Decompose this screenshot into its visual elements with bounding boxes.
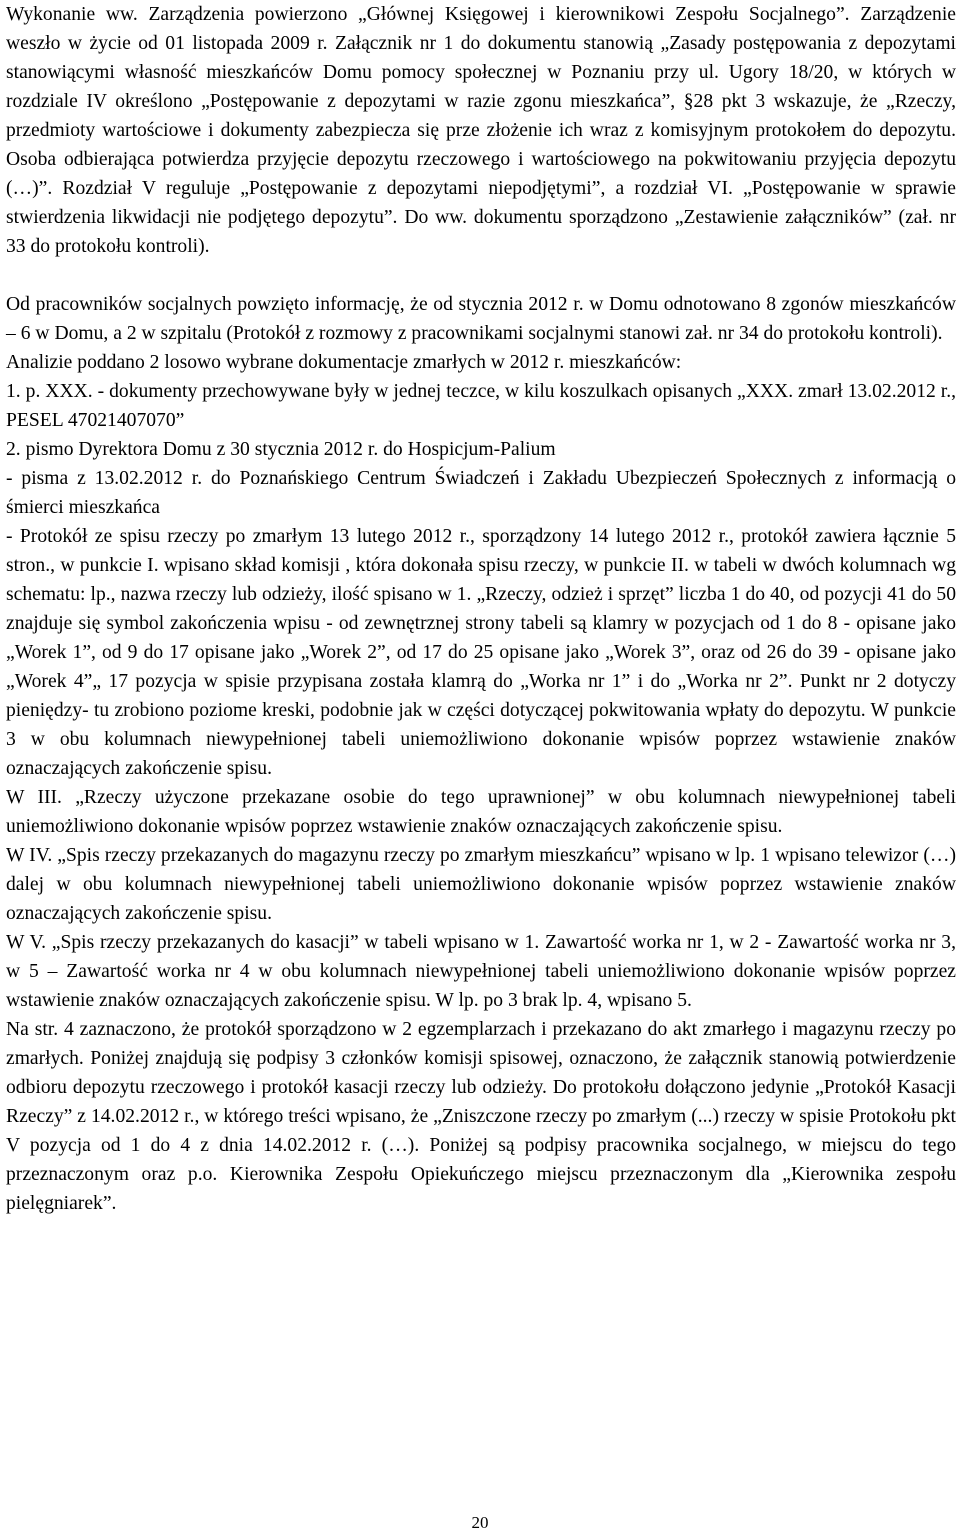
paragraph-social-workers-info: Od pracowników socjalnych powzięto informację, że od stycznia 2012 r. w Domu odnotowano 8 zgonów mieszkańców – 6 w Domu, a 2 w szpitalu (Protokół z rozmowy z pracownikami socjalnymi stanowi zał. nr 34 do protokołu kontroli). xyxy=(6,294,956,344)
paragraph-ordinance-execution: Wykonanie ww. Zarządzenia powierzono „Głównej Księgowej i kierownikowi Zespołu Socjalnego”. Zarządzenie weszło w życie od 01 listopada 2009 r. Załącznik nr 1 do dokumentu stanowią „Zasady postępowania z depozytami stanowiącymi własność mieszkańców Domu pomocy społecznej w Poznaniu przy ul. Ugory 18/20, w których w rozdziale IV określono „Postępowanie z depozytami w razie zgonu mieszkańca”, §28 pkt 3 wskazuje, że „Rzeczy, przedmioty wartościowe i dokumenty zabezpiecza się prze złożenie ich wraz z komisyjnym protokołem do depozytu. Osoba odbierająca potwierdza przyjęcie depozytu rzeczowego i wartościowego na pokwitowaniu przyjęcia depozytu (…)”. Rozdział V reguluje „Postępowanie z depozytami niepodjętymi”, a rozdział VI. „Postępowanie w sprawie stwierdzenia likwidacji nie podjętego depozytu”. Do ww. dokumentu sporządzono „Zestawienie załączników” (zał. nr 33 do protokołu kontroli). xyxy=(6,4,956,257)
page-number: 20 xyxy=(471,1513,489,1532)
paragraph-section-v: W V. „Spis rzeczy przekazanych do kasacji” w tabeli wpisano w 1. Zawartość worka nr 1, w 2 - Zawartość worka nr 3, w 5 – Zawartość worka nr 4 w obu kolumnach niewypełnionej tabeli uniemożliwiono dokonanie wpisów poprzez wstawienie znaków oznaczających zakończenie spisu. W lp. po 3 brak lp. 4, wpisano 5. xyxy=(6,932,956,1011)
list-item-2: 2. pismo Dyrektora Domu z 30 stycznia 2012 r. do Hospicjum-Palium xyxy=(6,439,556,460)
paragraph-letters: - pisma z 13.02.2012 r. do Poznańskiego Centrum Świadczeń i Zakładu Ubezpieczeń Społecznych z informacją o śmierci mieszkańca xyxy=(6,468,956,518)
document-page xyxy=(6,0,956,1218)
paragraph-gap xyxy=(6,261,956,290)
list-item-1: 1. p. XXX. - dokumenty przechowywane były w jednej teczce, w kilu koszulkach opisanych „XXX. zmarł 13.02.2012 r., PESEL 47021407070” xyxy=(6,381,956,431)
paragraph-section-iv: W IV. „Spis rzeczy przekazanych do magazynu rzeczy po zmarłym mieszkańcu” wpisano w lp. 1 wpisano telewizor (…) dalej w obu kolumnach niewypełnionej tabeli uniemożliwiono dokonanie wpisów poprzez wstawienie znaków oznaczających zakończenie spisu. xyxy=(6,845,956,924)
paragraph-section-iii: W III. „Rzeczy użyczone przekazane osobie do tego uprawnionej” w obu kolumnach niewypełnionej tabeli uniemożliwiono dokonanie wpisów poprzez wstawienie znaków oznaczających zakończenie spisu. xyxy=(6,787,956,837)
paragraph-page-4-notes: Na str. 4 zaznaczono, że protokół sporządzono w 2 egzemplarzach i przekazano do akt zmarłego i magazynu rzeczy po zmarłych. Poniżej znajdują się podpisy 3 członków komisji spisowej, oznaczono, że załącznik stanowią potwierdzenie odbioru depozytu rzeczowego i protokół kasacji rzeczy lub odzieży. Do protokołu dołączono jedynie „Protokół Kasacji Rzeczy” z 14.02.2012 r., w którego treści wpisano, że „Zniszczone rzeczy po zmarłym (...) rzeczy w spisie Protokołu pkt V pozycja od 1 do 4 z dnia 14.02.2012 r. (…). Poniżej są podpisy pracownika socjalnego, w miejscu do tego przeznaczonym oraz p.o. Kierownika Zespołu Opiekuńczego miejscu przeznaczonym dla „Kierownika zespołu pielęgniarek”. xyxy=(6,1019,956,1214)
paragraph-analysis-intro: Analizie poddano 2 losowo wybrane dokumentacje zmarłych w 2012 r. mieszkańców: xyxy=(6,352,682,373)
paragraph-inventory-protocol: - Protokół ze spisu rzeczy po zmarłym 13 lutego 2012 r., sporządzony 14 lutego 2012 r., protokół zawiera łącznie 5 stron., w punkcie I. wpisano skład komisji , która dokonała spisu rzeczy, w punkcie II. w tabeli w dwóch kolumnach wg schematu: lp., nazwa rzeczy lub odzieży, ilość spisano w 1. „Rzeczy, odzież i sprzęt” liczba 1 do 40, od pozycji 41 do 50 znajduje się symbol zakończenia wpisu - od zewnętrznej strony tabeli są klamry w pozycjach od 1 do 8 - opisane jako „Worek 1”, od 9 do 17 opisane jako „Worek 2”, od 17 do 25 opisane jako „Worek 3”, oraz od 26 do 39 - opisane jako „Worek 4”„ 17 pozycja w spisie przypisana została klamrą do „Worka nr 1” i do „Worka nr 2”. Punkt nr 2 dotyczy pieniędzy- tu zrobiono poziome kreski, podobnie jak w części dotyczącej pokwitowania wpłaty do depozytu. W punkcie 3 w obu kolumnach niewypełnionej tabeli uniemożliwiono dokonanie wpisów poprzez wstawienie znaków oznaczających zakończenie spisu. xyxy=(6,526,956,779)
